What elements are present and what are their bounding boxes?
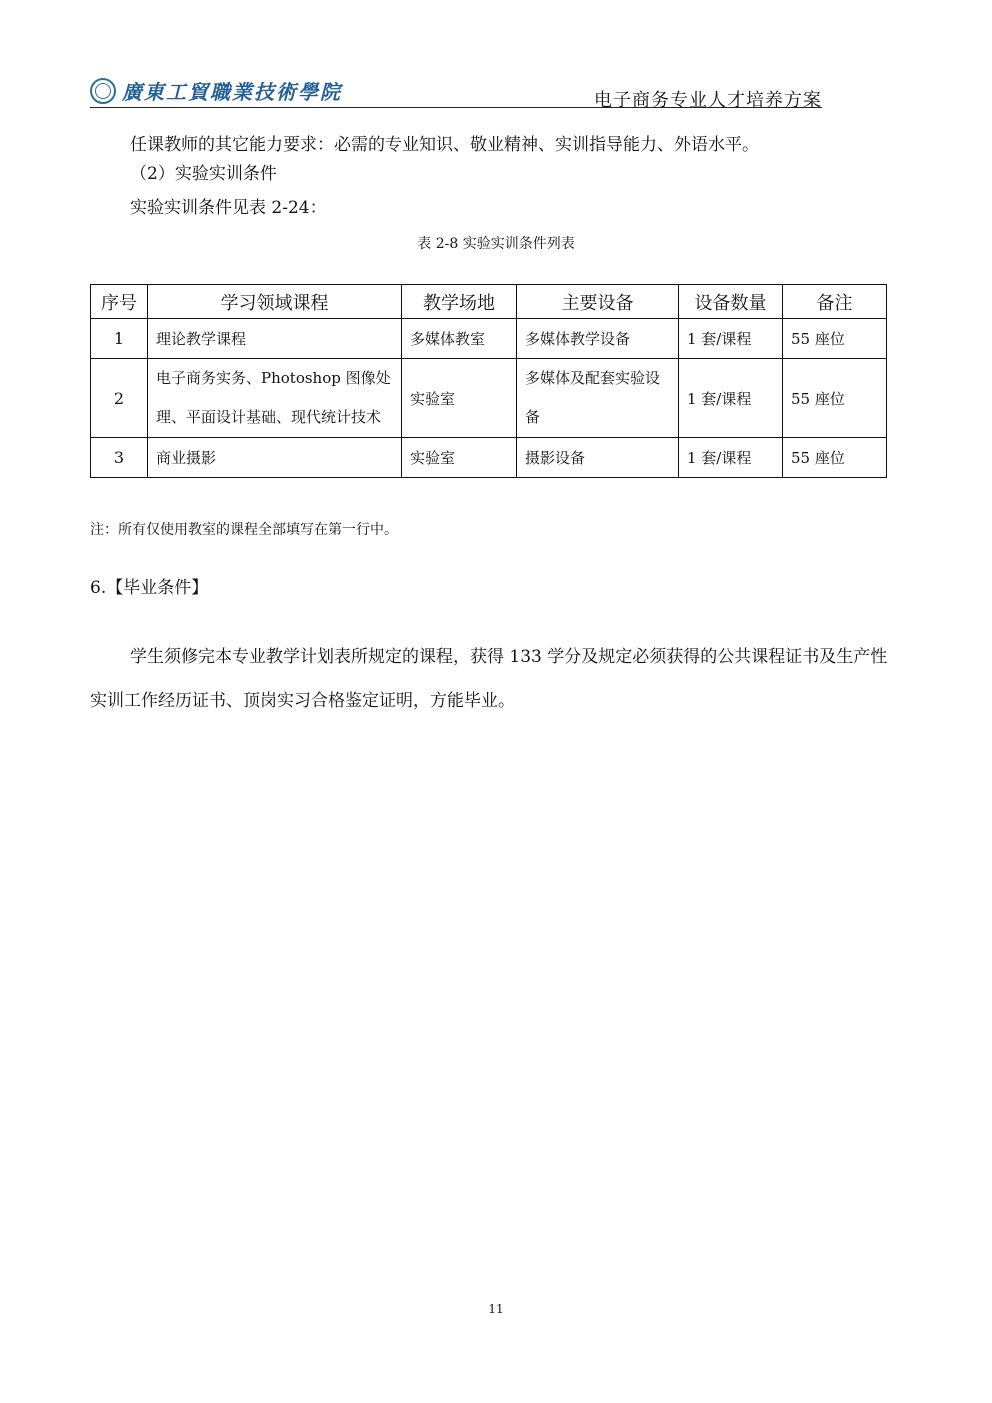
- page-number: 11: [488, 1302, 504, 1316]
- col-header-equipment: 主要设备: [517, 285, 679, 319]
- cell-quantity: 1 套/课程: [679, 359, 783, 438]
- col-header-index: 序号: [91, 285, 148, 319]
- document-title: 电子商务专业人才培养方案: [594, 90, 822, 111]
- graduation-requirements-text: 学生须修完本专业教学计划表所规定的课程，获得 133 学分及规定必须获得的公共课程证书及生产性实训工作经历证书、顶岗实习合格鉴定证明，方能毕业。: [90, 647, 888, 711]
- training-conditions-table: [90, 284, 887, 478]
- cell-index: 3: [91, 438, 148, 478]
- cell-venue: 实验室: [402, 359, 517, 438]
- col-header-remarks: 备注: [783, 285, 887, 319]
- school-seal-icon: [90, 78, 116, 104]
- cell-equipment: 多媒体教学设备: [517, 319, 679, 359]
- col-header-venue: 教学场地: [402, 285, 517, 319]
- table-header-row: [91, 285, 887, 319]
- cell-venue: 多媒体教室: [402, 319, 517, 359]
- subsection-heading: （2）实验实训条件: [130, 164, 277, 184]
- school-name: 廣東工貿職業技術學院: [122, 80, 342, 104]
- cell-remarks: 55 座位: [783, 319, 887, 359]
- cell-remarks: 55 座位: [783, 359, 887, 438]
- section-heading: 6.【毕业条件】: [90, 578, 209, 598]
- table-intro-text: 实验实训条件见表 2-24：: [130, 198, 327, 218]
- school-logo: [90, 76, 342, 105]
- cell-quantity: 1 套/课程: [679, 319, 783, 359]
- table-caption: 表 2-8 实验实训条件列表: [417, 236, 575, 252]
- table-note: 注：所有仅使用教室的课程全部填写在第一行中。: [90, 522, 398, 538]
- cell-index: 2: [91, 359, 148, 438]
- cell-venue: 实验室: [402, 438, 517, 478]
- cell-remarks: 55 座位: [783, 438, 887, 478]
- table-row: [91, 438, 887, 478]
- cell-course: 理论教学课程: [148, 319, 402, 359]
- col-header-quantity: 设备数量: [679, 285, 783, 319]
- col-header-course: 学习领域课程: [148, 285, 402, 319]
- cell-equipment: 多媒体及配套实验设备: [517, 359, 679, 438]
- cell-course: 商业摄影: [148, 438, 402, 478]
- table-row: [91, 319, 887, 359]
- cell-course: 电子商务实务、Photoshop 图像处理、平面设计基础、现代统计技术: [148, 359, 402, 438]
- header-divider: [90, 107, 822, 108]
- cell-index: 1: [91, 319, 148, 359]
- table-row: [91, 359, 887, 438]
- page-header: [90, 74, 822, 111]
- cell-equipment: 摄影设备: [517, 438, 679, 478]
- cell-quantity: 1 套/课程: [679, 438, 783, 478]
- teacher-requirements-text: 任课教师的其它能力要求：必需的专业知识、敬业精神、实训指导能力、外语水平。: [130, 135, 759, 155]
